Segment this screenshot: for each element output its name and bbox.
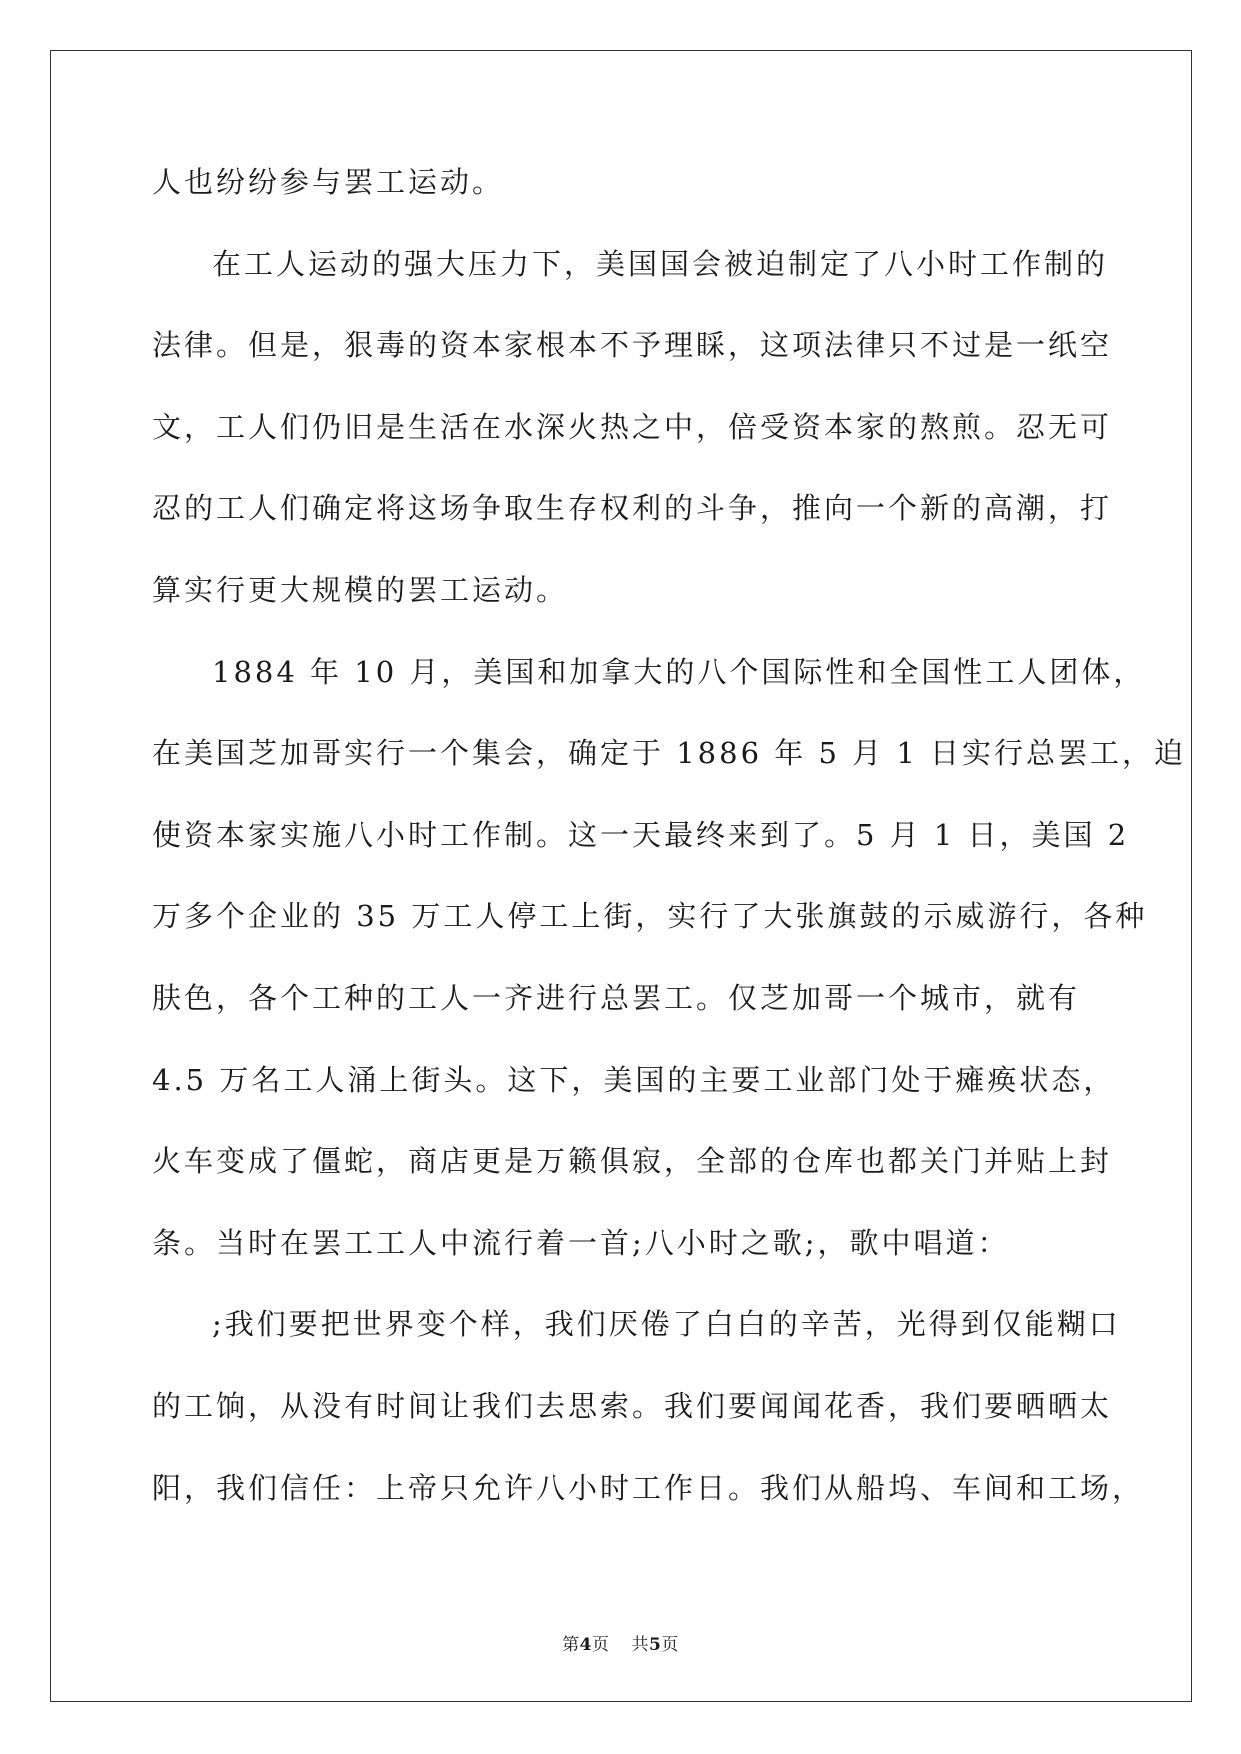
text-line: 使资本家实施八小时工作制。这一天最终来到了。5 月 1 日，美国 2: [152, 817, 1130, 852]
footer-prefix: 第: [562, 1635, 580, 1655]
page-footer: [0, 1630, 1241, 1655]
text-line: 万多个企业的 35 万工人停工上街，实行了大张旗鼓的示威游行，各种: [152, 899, 1148, 934]
text-line: 文，工人们仍旧是生活在水深火热之中，倍受资本家的熬煎。忍无可: [152, 409, 1113, 444]
text-line: 在美国芝加哥实行一个集会，确定于 1886 年 5 月 1 日实行总罢工，迫: [152, 736, 1187, 771]
text-line: 法律。但是，狠毒的资本家根本不予理睬，这项法律只不过是一纸空: [152, 328, 1113, 363]
text-line: 肤色，各个工种的工人一齐进行总罢工。仅芝加哥一个城市，就有: [152, 980, 1081, 1015]
text-line: 的工饷，从没有时间让我们去思索。我们要闻闻花香，我们要晒晒太: [152, 1388, 1113, 1423]
text-line: 忍的工人们确定将这场争取生存权利的斗争，推向一个新的高潮，打: [152, 491, 1113, 526]
text-line: 在工人运动的强大压力下，美国国会被迫制定了八小时工作制的: [212, 246, 1109, 281]
text-line: 火车变成了僵蛇，商店更是万籁俱寂，全部的仓库也都关门并贴上封: [152, 1144, 1113, 1179]
text-line: 人也纷纷参与罢工运动。: [152, 165, 505, 199]
footer-total-suffix: 页: [661, 1635, 679, 1655]
total-pages-number: 5: [649, 1635, 662, 1655]
text-line: 阳，我们信任：上帝只允许八小时工作日。我们从船坞、车间和工场，: [152, 1470, 1145, 1505]
text-line: ;我们要把世界变个样，我们厌倦了白白的辛苦，光得到仅能糊口: [212, 1307, 1121, 1342]
text-line: 条。当时在罢工工人中流行着一首;八小时之歌;，歌中唱道：: [152, 1225, 1010, 1260]
text-line: 4.5 万名工人涌上街头。这下，美国的主要工业部门处于瘫痪状态，: [152, 1062, 1116, 1097]
footer-page-suffix: 页: [592, 1635, 610, 1655]
current-page-number: 4: [579, 1635, 592, 1655]
document-body: [152, 160, 1187, 1547]
text-line: 算实行更大规模的罢工运动。: [152, 572, 569, 607]
footer-total-prefix: 共: [631, 1635, 649, 1655]
text-line: 1884 年 10 月，美国和加拿大的八个国际性和全国性工人团体，: [212, 654, 1146, 689]
